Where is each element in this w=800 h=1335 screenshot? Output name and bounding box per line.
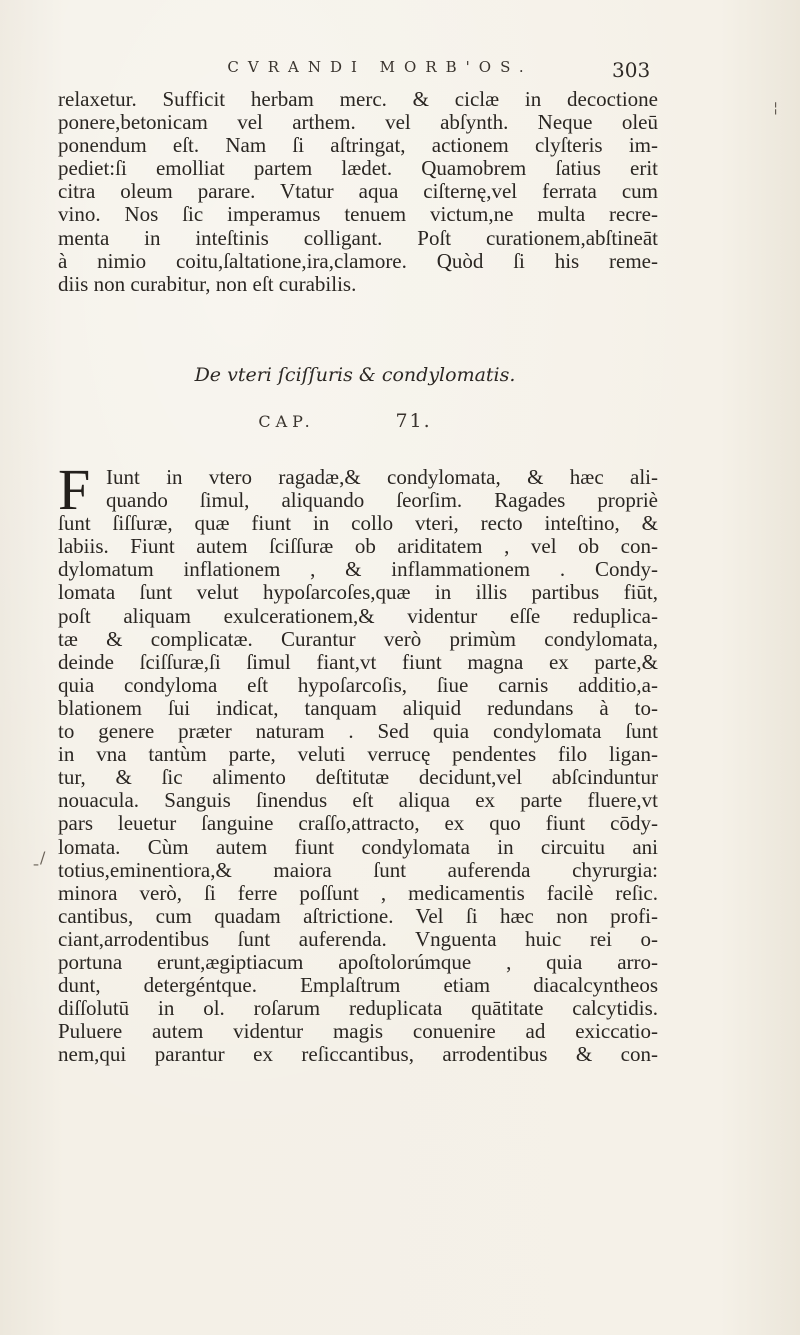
text-line: pars leuetur ſanguine craſſo,attracto, ex quo fiunt cōdy- [58, 811, 658, 836]
text-line: vino. Nos ſic imperamus tenuem victum,ne multa recre- [58, 202, 658, 227]
text-line: à nimio coitu,ſaltatione,ira,clamore. Quòd ſi his reme- [58, 248, 658, 273]
margin-mark: ¦ [773, 100, 778, 116]
text-line: labiis. Fiunt autem ſciſſuræ ob ariditatem , vel ob con- [58, 534, 658, 559]
top-paragraph [58, 88, 658, 296]
main-paragraph [58, 457, 658, 1067]
text-line: nouacula. Sanguis ſinendus eſt aliqua ex parte fluere,vt [58, 788, 658, 813]
drop-cap: F [58, 457, 91, 522]
text-line: portuna erunt,ægiptiacum apoſtolorúmque , quia arro- [58, 949, 658, 974]
text-line: deinde ſciſſuræ,ſi ſimul fiant,vt fiunt magna ex parte,& [58, 649, 658, 674]
text-line: Puluere autem videntur magis conuenire ad exiccatio- [58, 1019, 658, 1044]
text-line: quando ſimul, aliquando ſeorſim. Ragades propriè [106, 488, 658, 513]
text-line: lomata. Cùm autem fiunt condylomata in circuitu ani [58, 834, 658, 859]
text-line: menta in inteſtinis colligant. Poſt curationem,abſtineāt [58, 225, 658, 250]
text-line: ponendum eſt. Nam ſi aſtringat, actionem clyſteris im- [58, 133, 658, 158]
text-line: citra oleum parare. Vtatur aqua ciſternę,vel ferrata cum [58, 179, 658, 204]
text-line: lomata ſunt velut hypoſarcoſes,quæ in illis partibus fiūt, [58, 580, 658, 605]
text-line: ponere,betonicam vel arthem. vel abſynth. Neque oleū [58, 110, 658, 135]
text-line: nem,qui parantur ex reſiccantibus, arrodentibus & con- [58, 1042, 658, 1067]
text-line: dunt, detergéntque. Emplaſtrum etiam diacalcyntheos [58, 973, 658, 998]
text-line: ſunt ſiſſuræ, quæ fiunt in collo vteri, recto inteſtino, & [58, 511, 658, 536]
text-line: blationem ſui indicat, tanquam aliquid redundans à to- [58, 695, 658, 720]
page-number: 303 [612, 58, 651, 82]
text-line: poſt aliquam exulcerationem,& videntur eſſe reduplica- [58, 603, 658, 628]
text-line: quia condyloma eſt hypoſarcoſis, ſiue carnis additio,a- [58, 672, 658, 697]
text-line: pediet:ſi emolliat partem lædet. Quamobrem ſatius erit [58, 156, 658, 181]
text-line: tur, & ſic alimento deſtitutæ decidunt,vel abſcinduntur [58, 765, 658, 790]
text-line: Iunt in vtero ragadæ,& condylomata, & hæc ali- [106, 465, 658, 489]
text-line: in vna tantùm parte, veluti verrucę pendentes filo ligan- [58, 742, 658, 767]
running-head: CVRANDI MORB'OS. [227, 58, 533, 76]
chapter-label: CAP. [258, 412, 315, 431]
chapter-number: 71. [395, 410, 432, 432]
text-line: to genere præter naturam . Sed quia condylomata ſunt [58, 719, 658, 744]
margin-scribble: ˍ/ [32, 848, 46, 867]
text-line: ciant,arrodentibus ſunt auferenda. Vnguenta huic rei o- [58, 926, 658, 951]
text-line: diis non curabitur, non eſt curabilis. [58, 271, 357, 296]
text-line: minora verò, ſi ferre poſſunt , medicamentis facilè reſic. [58, 880, 658, 905]
text-line: tæ & complicatæ. Curantur verò primùm condylomata, [58, 626, 658, 651]
chapter-heading [200, 410, 490, 432]
text-line: totius,eminentiora,& maiora ſunt auferenda chyrurgia: [58, 857, 658, 882]
section-title: De vteri ſciſſuris & condylomatis. [194, 364, 516, 386]
text-line: diſſolutū in ol. roſarum reduplicata quātitate calcytidis. [58, 996, 658, 1021]
text-line: dylomatum inflationem , & inflammationem . Condy- [58, 557, 658, 582]
text-line: relaxetur. Sufficit herbam merc. & ciclæ in decoctione [58, 87, 658, 111]
text-line: cantibus, cum quadam aſtrictione. Vel ſi hæc non profi- [58, 903, 658, 928]
